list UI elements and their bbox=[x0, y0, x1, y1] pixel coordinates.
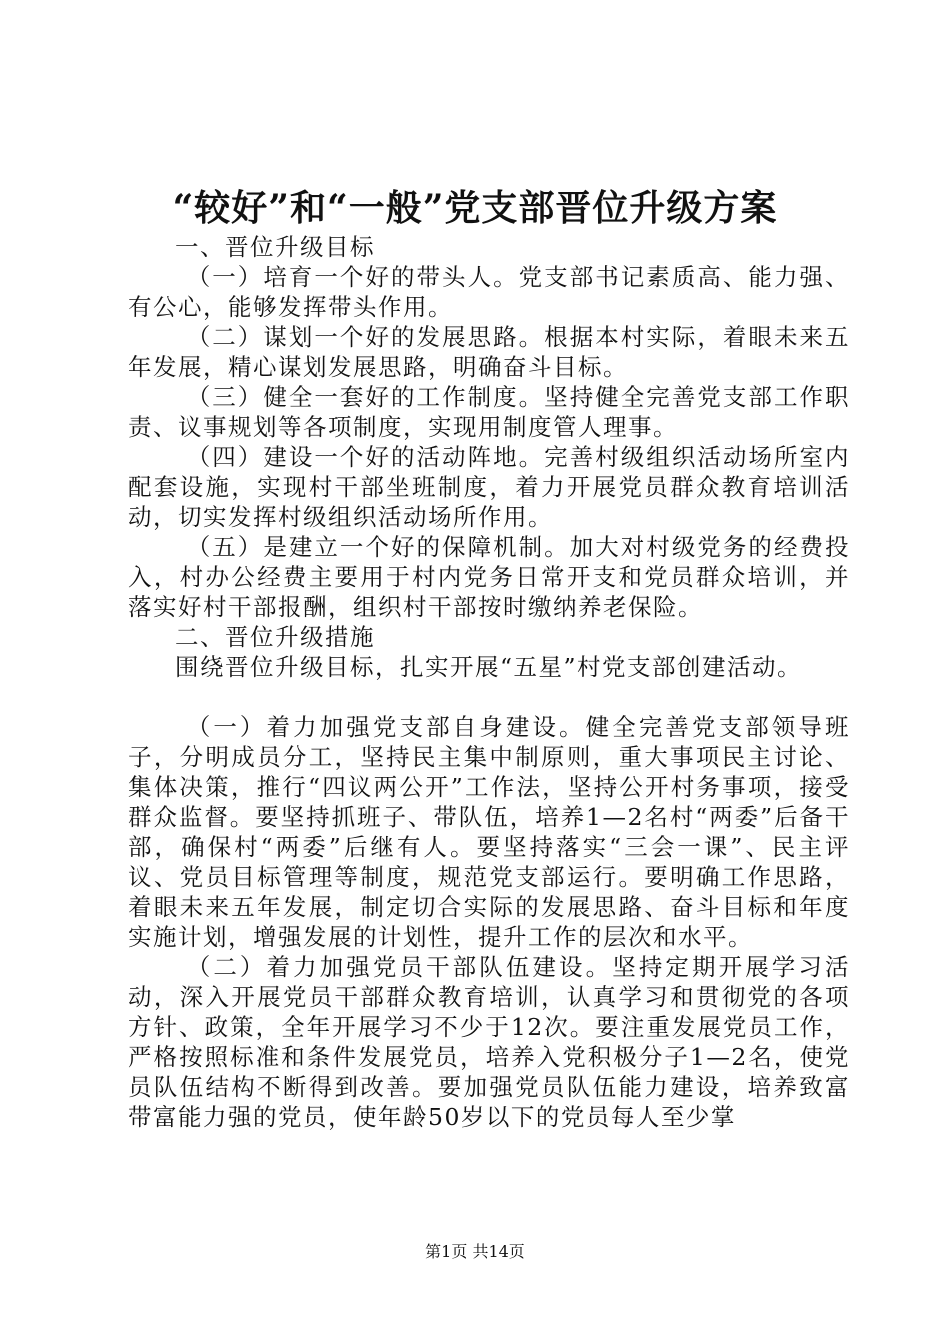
document-body bbox=[128, 232, 850, 1132]
page-footer: 第1页 共14页 bbox=[425, 1242, 525, 1261]
paragraph-goal-3: （三）健全一套好的工作制度。坚持健全完善党支部工作职责、议事规划等各项制度，实现用制度管人理事。 bbox=[128, 383, 850, 441]
section-heading-2: 二、晋位升级措施 bbox=[175, 623, 375, 651]
paragraph-goal-2: （二）谋划一个好的发展思路。根据本村实际，着眼未来五年发展，精心谋划发展思路，明确奋斗目标。 bbox=[128, 323, 850, 381]
section-heading-1: 一、晋位升级目标 bbox=[175, 233, 375, 261]
paragraph-goal-4: （四）建设一个好的活动阵地。完善村级组织活动场所室内配套设施，实现村干部坐班制度，着力开展党员群众教育培训活动，切实发挥村级组织活动场所作用。 bbox=[128, 443, 850, 531]
document-title: “较好”和“一般”党支部晋位升级方案 bbox=[172, 187, 778, 229]
paragraph-goal-5: （五）是建立一个好的保障机制。加大对村级党务的经费投入，村办公经费主要用于村内党务日常开支和党员群众培训，并落实好村干部报酬，组织村干部按时缴纳养老保险。 bbox=[128, 533, 850, 621]
paragraph-measure-2: （二）着力加强党员干部队伍建设。坚持定期开展学习活动，深入开展党员干部群众教育培训，认真学习和贯彻党的各项方针、政策，全年开展学习不少于12次。要注重发展党员工作，严格按照标准和条件发展党员，培养入党积极分子1—2名，使党员队伍结构不断得到改善。要加强党员队伍能力建设，培养致富带富能力强的党员，使年龄50岁以下的党员每人至少掌 bbox=[128, 953, 850, 1131]
paragraph-measure-1: （一）着力加强党支部自身建设。健全完善党支部领导班子，分明成员分工，坚持民主集中制原则，重大事项民主讨论、集体决策，推行“四议两公开”工作法，坚持公开村务事项，接受群众监督。要坚持抓班子、带队伍，培养1—2名村“两委”后备干部，确保村“两委”后继有人。要坚持落实“三会一课”、民主评议、党员目标管理等制度，规范党支部运行。要明确工作思路，着眼未来五年发展，制定切合实际的发展思路、奋斗目标和年度实施计划，增强发展的计划性，提升工作的层次和水平。 bbox=[128, 713, 850, 951]
paragraph-goal-1: （一）培育一个好的带头人。党支部书记素质高、能力强、有公心，能够发挥带头作用。 bbox=[128, 263, 850, 321]
paragraph-lead: 围绕晋位升级目标，扎实开展“五星”村党支部创建活动。 bbox=[175, 653, 803, 681]
